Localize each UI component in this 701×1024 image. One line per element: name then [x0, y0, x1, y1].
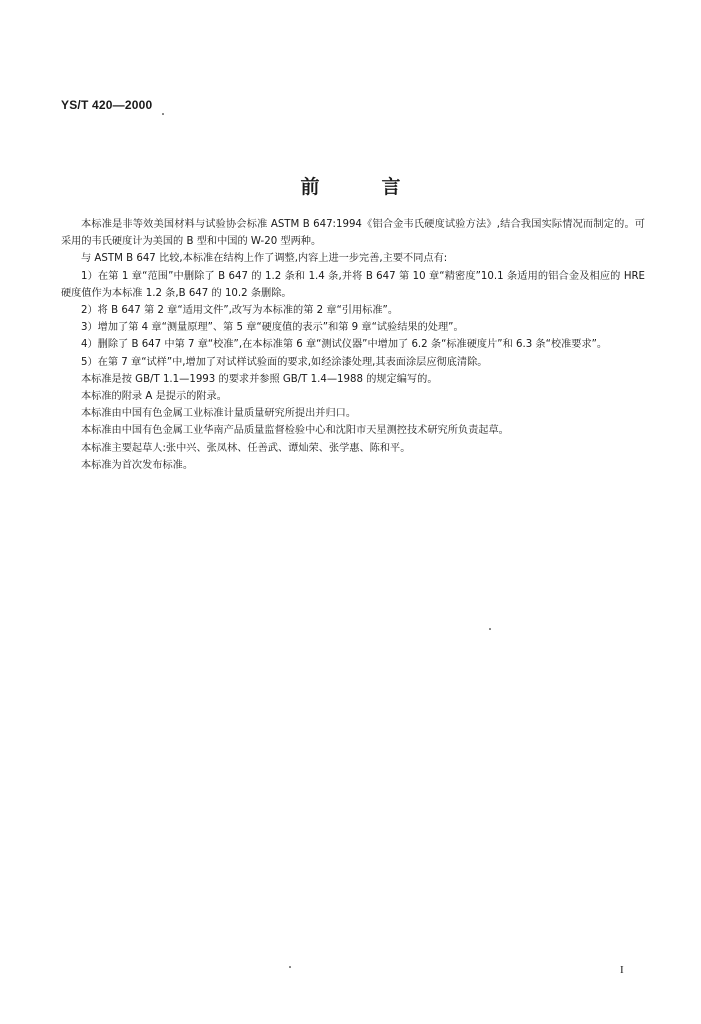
- paragraph-proposer: 本标准由中国有色金属工业标准计量质量研究所提出并归口。: [81, 408, 357, 420]
- page-title: 前言: [300, 176, 463, 198]
- scan-speck: [289, 966, 291, 968]
- scan-speck: [162, 113, 164, 115]
- paragraph-comparison: 与 ASTM B 647 比较,本标准在结构上作了调整,内容上进一步完善,主要不同点有:: [81, 253, 448, 265]
- paragraph-intro: 本标准是非等效美国材料与试验协会标准 ASTM B 647:1994《铝合金韦氏硬度试验方法》,结合我国实际情况而制定的。可采用的韦氏硬度计为美国的 B 型和中国的 W-20 型两种。: [61, 219, 645, 248]
- paragraph-item-2: 2）将 B 647 第 2 章“适用文件”,改写为本标准的第 2 章“引用标准”。: [81, 305, 399, 317]
- standard-code: YS/T 420—2000: [61, 98, 153, 112]
- paragraph-item-5: 5）在第 7 章“试样”中,增加了对试样试验面的要求,如经涂漆处理,其表面涂层应彻底清除。: [81, 356, 488, 368]
- paragraph-appendix: 本标准的附录 A 是提示的附录。: [81, 391, 227, 403]
- paragraph-drafting-org: 本标准由中国有色金属工业华南产品质量监督检验中心和沈阳市天星测控技术研究所负责起草。: [81, 425, 509, 437]
- page-number: I: [620, 964, 624, 976]
- scan-speck: [489, 628, 491, 630]
- paragraph-drafting-rules: 本标准是按 GB/T 1.1—1993 的要求并参照 GB/T 1.4—1988 的规定编写的。: [81, 373, 438, 385]
- paragraph-item-1: 1）在第 1 章“范围”中删除了 B 647 的 1.2 条和 1.4 条,并将 B 647 第 10 章“精密度”10.1 条适用的铝合金及相应的 HRE 硬度值作为本标准 1.2 条,B 647 的 10.2 条删除。: [61, 270, 645, 299]
- paragraph-item-3: 3）增加了第 4 章“测量原理”、第 5 章“硬度值的表示”和第 9 章“试验结果的处理”。: [81, 322, 464, 334]
- paragraph-item-4: 4）删除了 B 647 中第 7 章“校准”,在本标准第 6 章“测试仪器”中增加了 6.2 条“标准硬度片”和 6.3 条“校准要求”。: [81, 339, 608, 351]
- foreword-body: [61, 216, 645, 474]
- paragraph-first-issue: 本标准为首次发布标准。: [81, 459, 194, 471]
- paragraph-drafters: 本标准主要起草人:张中兴、张凤林、任善武、谭灿荣、张学惠、陈和平。: [81, 442, 411, 454]
